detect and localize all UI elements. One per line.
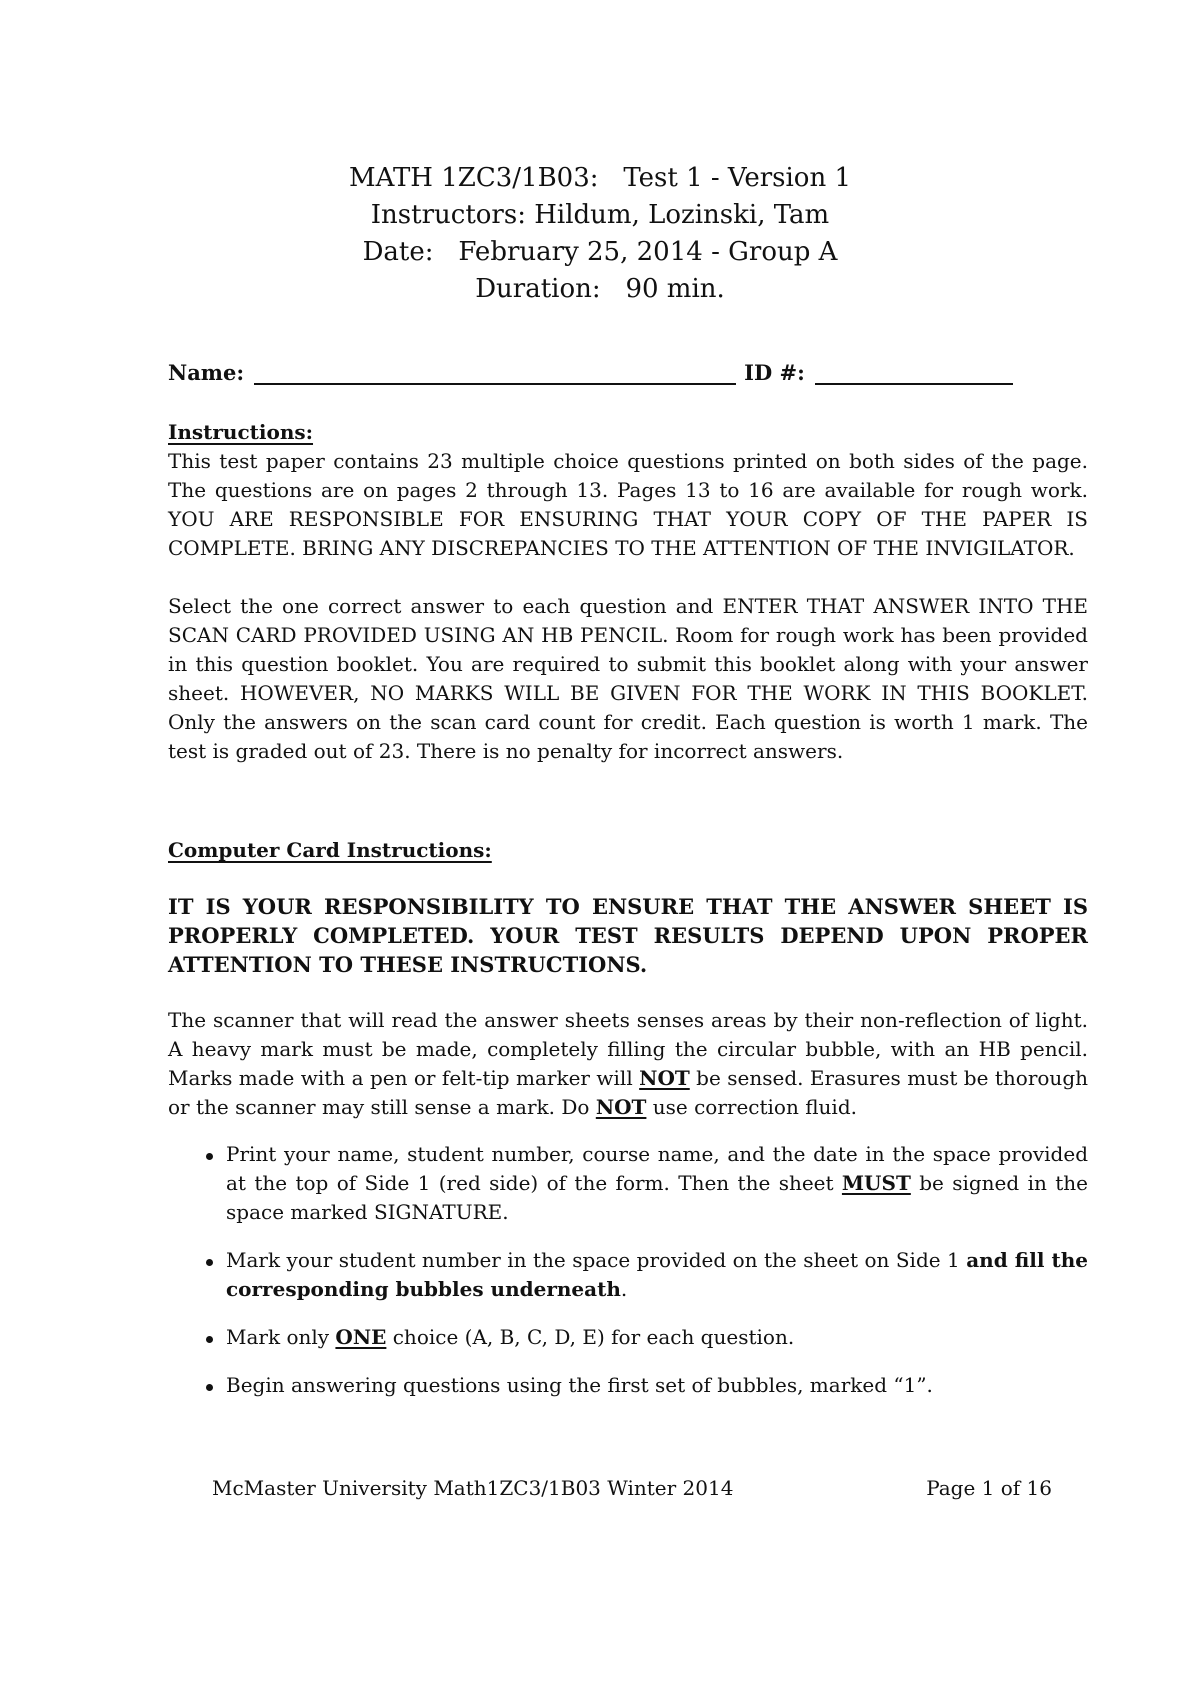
scanner-not-emphasis: NOT — [639, 1066, 690, 1090]
list-item — [168, 1246, 1088, 1304]
bullet1-must-emphasis: MUST — [841, 1171, 911, 1195]
instructions-heading: Instructions: — [168, 420, 314, 444]
bullet-icon — [206, 1336, 213, 1343]
scanner-paragraph — [168, 1006, 1088, 1122]
bullet1-text-b: be signed in the space marked SIGNATURE. — [226, 1171, 1088, 1224]
scanner-text-a: The scanner that will read the answer sheets senses areas by their non-reflection of light. A heavy mark must be made, completely filling the circular bubble, with an HB pencil. Marks made with a pen or felt-tip marker will — [168, 1008, 1088, 1090]
instructions-section — [168, 418, 1088, 766]
page-footer — [212, 1476, 1052, 1500]
card-instructions-section — [168, 836, 1088, 1419]
list-item — [168, 1371, 1088, 1400]
duration-line: Duration: 90 min. — [475, 274, 725, 304]
card-bullet-list — [168, 1140, 1088, 1400]
bullet3-text-b: choice (A, B, C, D, E) for each question. — [386, 1325, 795, 1349]
bullet2-text-a: Mark your student number in the space provided on the sheet on Side 1 — [226, 1248, 967, 1272]
bullet-icon — [206, 1259, 213, 1266]
instructions-paragraph-1: This test paper contains 23 multiple choice questions printed on both sides of the page. The questions are on pages 2 through 13. Pages 13 to 16 are available for rough work. YOU ARE RESPONSIBLE FOR ENSURING THAT YOUR COPY OF THE PAPER IS COMPLETE. BRING ANY DISCREPANCIES TO THE ATTENTION OF THE INVIGILATOR. — [168, 449, 1088, 560]
bullet2-text-b: . — [620, 1277, 628, 1301]
bullet3-one-emphasis: ONE — [335, 1325, 387, 1349]
name-field[interactable] — [254, 361, 736, 385]
instructions-paragraph-2: Select the one correct answer to each question and ENTER THAT ANSWER INTO THE SCAN CARD PROVIDED USING AN HB PENCIL. Room for rough work has been provided in this question booklet. You are required to submit this booklet along with your answer sheet. HOWEVER, NO MARKS WILL BE GIVEN FOR THE WORK IN THIS BOOKLET. Only the answers on the scan card count for credit. Each question is worth 1 mark. The test is graded out of 23. There is no penalty for incorrect answers. — [168, 594, 1088, 763]
name-label: Name: — [168, 360, 245, 385]
responsibility-warning: IT IS YOUR RESPONSIBILITY TO ENSURE THAT THE ANSWER SHEET IS PROPERLY COMPLETED. YOUR TEST RESULTS DEPEND UPON PROPER ATTENTION TO THESE INSTRUCTIONS. — [168, 894, 1088, 977]
bullet3-text-a: Mark only — [226, 1325, 336, 1349]
footer-page-number: Page 1 of 16 — [926, 1476, 1052, 1500]
bullet-icon — [206, 1153, 213, 1160]
scanner-text-c: use correction fluid. — [646, 1095, 857, 1119]
bullet-icon — [206, 1384, 213, 1391]
scanner-not-emphasis-2: NOT — [595, 1095, 647, 1119]
bullet1-text-a: Print your name, student number, course name, and the date in the space provided at the top of Side 1 (red side) of the form. Then the sheet — [226, 1142, 1088, 1195]
instructors-line: Instructors: Hildum, Lozinski, Tam — [370, 200, 830, 230]
student-info-row — [168, 360, 1048, 385]
list-item — [168, 1323, 1088, 1352]
bullet2-bold-text: and fill the corresponding bubbles underneath — [226, 1248, 1088, 1301]
list-item — [168, 1140, 1088, 1227]
bullet4-text: Begin answering questions using the first set of bubbles, marked “1”. — [226, 1373, 933, 1397]
exam-title: MATH 1ZC3/1B03: Test 1 - Version 1 — [348, 163, 852, 193]
card-instructions-heading: Computer Card Instructions: — [168, 838, 492, 862]
date-line: Date: February 25, 2014 - Group A — [362, 237, 838, 267]
footer-course: McMaster University Math1ZC3/1B03 Winter 2014 — [212, 1476, 734, 1500]
exam-header — [0, 160, 1200, 308]
id-field[interactable] — [815, 361, 1013, 385]
scanner-text-b: be sensed. Erasures must be thorough or the scanner may still sense a mark. Do — [168, 1066, 1088, 1119]
id-label: ID #: — [744, 360, 805, 385]
